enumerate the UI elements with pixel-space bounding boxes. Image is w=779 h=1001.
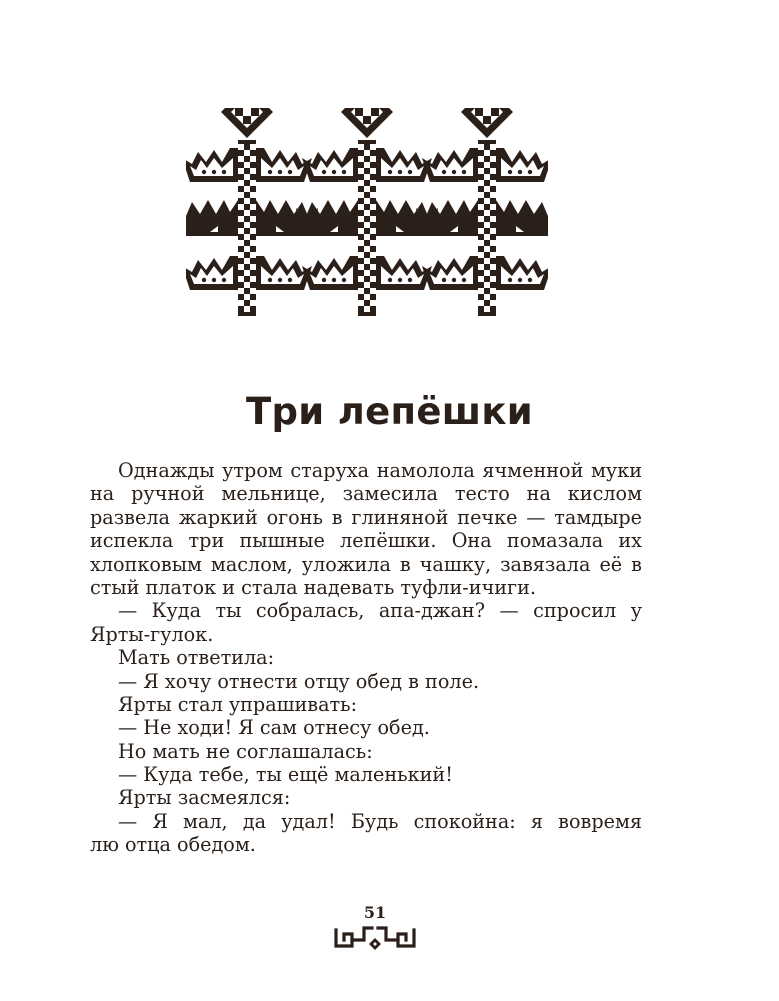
header-ornament-icon — [186, 108, 548, 316]
body-line: — Куда тебе, ты ещё маленький! — [118, 763, 453, 787]
scroll-meander-ornament-icon — [330, 920, 420, 954]
body-line: — Куда ты собралась, апа-джан? — спросил у — [118, 599, 642, 623]
body-line: Ярты-гулок. — [90, 622, 214, 646]
page-number: 51 — [363, 903, 387, 922]
body-line: — Не ходи! Я сам отнесу обед. — [118, 716, 430, 740]
story-title: Три лепёшки — [245, 389, 533, 433]
body-line: Но мать не соглашалась: — [118, 739, 373, 763]
page-folio — [330, 904, 420, 954]
body-line: на ручной мельнице, замесила тесто на кислом — [90, 482, 642, 506]
body-line: Мать ответила: — [118, 646, 275, 670]
body-line: Однажды утром старуха намолола ячменной муки — [118, 459, 642, 482]
story-body — [90, 459, 642, 857]
body-line: хлопковым маслом, уложила в чашку, завязала её в — [90, 552, 642, 576]
body-line: испекла три пышные лепёшки. Она помазала их — [90, 529, 642, 553]
body-line: Ярты стал упрашивать: — [118, 692, 358, 716]
body-line: Ярты засмеялся: — [118, 786, 291, 810]
body-line: лю отца обедом. — [90, 833, 256, 857]
body-line: — Я мал, да удал! Будь спокойна: я вовремя — [118, 809, 642, 833]
body-line: развела жаркий огонь в глиняной печке — тамдыре — [90, 505, 642, 529]
body-line: стый платок и стала надевать туфли-ичиги. — [90, 575, 536, 599]
body-line: — Я хочу отнести отцу обед в поле. — [118, 669, 480, 693]
